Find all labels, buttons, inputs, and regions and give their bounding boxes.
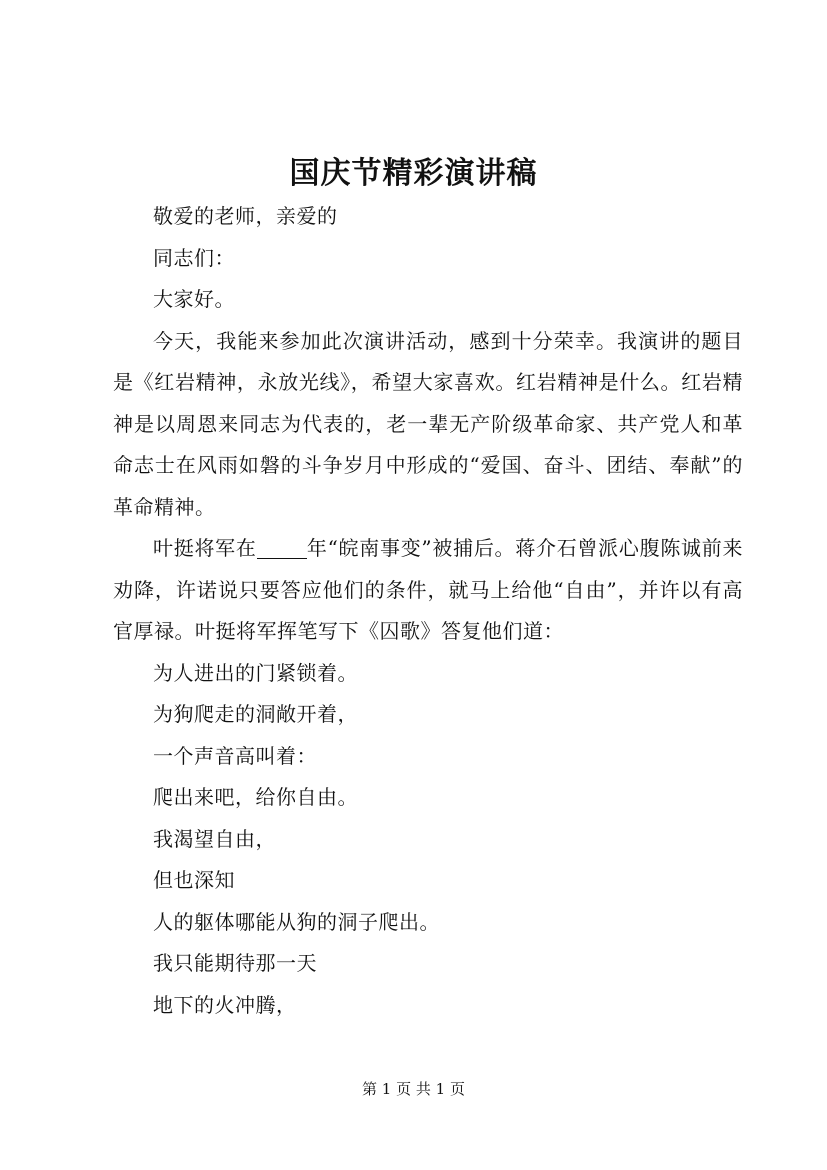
story-text-before-blank: 叶挺将军在 (153, 536, 257, 560)
poem-line-4: 爬出来吧，给你自由。 (153, 785, 358, 809)
poem-line-1: 为人进出的门紧锁着。 (153, 660, 358, 685)
poem-line-2: 为狗爬走的洞敞开着， (153, 702, 358, 726)
poem-line-5: 我渴望自由， (153, 826, 276, 851)
story-paragraph (113, 528, 743, 653)
document-body (113, 196, 743, 1026)
fill-in-blank (257, 536, 307, 559)
salutation-line-1: 敬爱的老师，亲爱的 (153, 204, 338, 228)
poem-line-7: 人的躯体哪能从狗的洞子爬出。 (153, 909, 440, 934)
poem-line-8: 我只能期待那一天 (153, 951, 317, 975)
salutation-line-2: 同志们： (153, 245, 235, 270)
intro-paragraph: 今天，我能来参加此次演讲活动，感到十分荣幸。我演讲的题目是《红岩精神，永放光线》，希望大家喜欢。红岩精神是什么。红岩精神是以周恩来同志为代表的，老一辈无产阶级革命家、共产党人和革命志士在风雨如磐的斗争岁月中形成的“爱国、奋斗、团结、奉献”的革命精神。 (113, 328, 743, 519)
poem-line-3: 一个声音高叫着： (153, 743, 317, 768)
story-text-after-blank: 年“皖南事变”被捕后。蒋介石曾派心腹陈诚前来劝降，许诺说只要答应他们的条件，就马上给他“自由”，并许以有高官厚禄。叶挺将军挥笔写下《囚歌》答复他们道： (113, 536, 744, 643)
poem-line-6: 但也深知 (153, 868, 235, 892)
poem-line-9: 地下的火冲腾， (153, 992, 297, 1017)
document-title: 国庆节精彩演讲稿 (289, 156, 538, 191)
page-number-footer: 第 1 页 共 1 页 (362, 1080, 465, 1098)
greeting-line: 大家好。 (153, 287, 235, 311)
